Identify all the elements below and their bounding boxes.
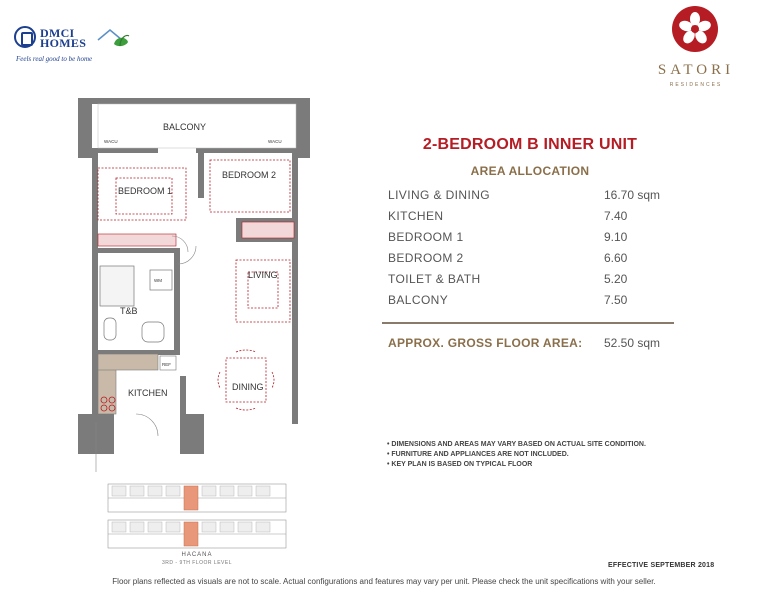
area-label: LIVING & DINING	[388, 188, 491, 202]
notes	[387, 440, 687, 470]
note-item: • DIMENSIONS AND AREAS MAY VARY BASED ON ACTUAL SITE CONDITION.	[387, 441, 646, 448]
area-value: 7.40	[604, 209, 628, 223]
area-row-kitchen	[388, 209, 678, 230]
kitchen-counter	[98, 354, 158, 414]
area-label: BALCONY	[388, 293, 449, 307]
dmci-homes-logo	[14, 22, 130, 66]
note-item: • FURNITURE AND APPLIANCES ARE NOT INCLUDED.	[387, 451, 569, 458]
area-allocation-heading: AREA ALLOCATION	[470, 164, 590, 178]
area-label: BEDROOM 2	[388, 251, 464, 265]
dining-furniture	[218, 350, 274, 410]
area-row-toilet-bath	[388, 272, 678, 293]
room-label-kitchen: KITCHEN	[128, 388, 168, 398]
fixture-label-wacu-left: WACU	[104, 139, 118, 144]
unit-title: 2-BEDROOM B INNER UNIT	[422, 136, 638, 153]
bedroom2-furniture	[210, 160, 290, 212]
keyplan-name: HACANA	[181, 552, 213, 558]
keyplan-highlight	[184, 486, 198, 546]
dmci-name-line2: HOMES	[40, 36, 87, 50]
area-row-bedroom2	[388, 251, 678, 272]
keyplan-level: 3RD - 9TH FLOOR LEVEL	[162, 560, 232, 566]
room-label-dining: DINING	[232, 382, 264, 392]
bedroom1-wardrobe	[98, 234, 176, 246]
area-label: TOILET & BATH	[388, 272, 481, 286]
area-label: BEDROOM 1	[388, 230, 464, 244]
area-value: 6.60	[604, 251, 628, 265]
key-plan	[104, 480, 290, 552]
area-value: 7.50	[604, 293, 628, 307]
bedroom2-wardrobe	[242, 222, 294, 238]
area-value: 16.70 sqm	[604, 188, 661, 202]
satori-residences-logo	[640, 6, 752, 90]
area-row-bedroom1	[388, 230, 678, 251]
project-name: SATORI	[657, 62, 735, 78]
area-row-living-dining	[388, 188, 678, 209]
fixture-label-wacu-right: WACU	[268, 139, 282, 144]
gross-floor-area-label: APPROX. GROSS FLOOR AREA:	[388, 336, 583, 350]
area-allocation-list	[388, 188, 678, 314]
fixture-label-ref: REF	[162, 362, 171, 367]
dmci-emblem-icon	[14, 26, 36, 48]
room-label-living: LIVING	[248, 270, 278, 280]
disclaimer: Floor plans reflected as visuals are not to scale. Actual configurations and features may vary per unit. Please check the unit specifications with your seller.	[112, 577, 656, 586]
area-label: KITCHEN	[388, 209, 444, 223]
area-value: 9.10	[604, 230, 628, 244]
dmci-name	[40, 28, 86, 48]
cherry-blossom-icon	[672, 6, 718, 52]
area-value: 5.20	[604, 272, 628, 286]
room-label-bedroom2: BEDROOM 2	[222, 170, 277, 180]
dmci-name-line1: DMCI	[40, 26, 75, 40]
room-label-tb: T&B	[120, 306, 138, 316]
house-icon	[96, 26, 130, 48]
note-item: • KEY PLAN IS BASED ON TYPICAL FLOOR	[387, 461, 533, 468]
project-subtitle: RESIDENCES	[669, 82, 723, 88]
dmci-tagline: Feels real good to be home	[16, 55, 93, 63]
divider	[382, 322, 674, 324]
area-row-balcony	[388, 293, 678, 314]
fixture-label-wm: WM	[154, 278, 162, 283]
gross-floor-area-value: 52.50 sqm	[604, 336, 661, 350]
floor-plan	[76, 96, 316, 486]
room-label-balcony: BALCONY	[163, 122, 207, 132]
room-label-bedroom1: BEDROOM 1	[118, 186, 173, 196]
effective-date: EFFECTIVE SEPTEMBER 2018	[608, 562, 715, 569]
